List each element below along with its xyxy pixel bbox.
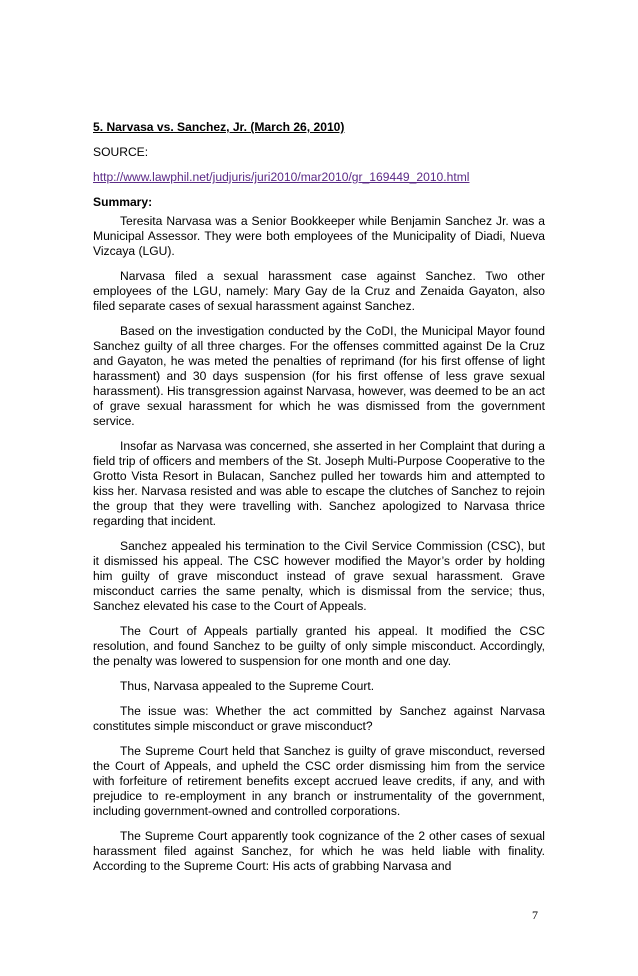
paragraph-incident: Insofar as Narvasa was concerned, she asserted in her Complaint that during a field trip of officers and members of the St. Joseph Multi-Purpose Cooperative to the Grotto Vista Resort in Bulacan, Sanchez pulled her towards him and attempted to kiss her. Narvasa resisted and was able to escape the clutches of Sanchez to rejoin the group that they were travelling with. Sanchez apologized to Narvasa thrice regarding that incident. [93,439,545,528]
page-number: 7 [532,908,538,922]
paragraph-ruling: The Supreme Court held that Sanchez is guilty of grave misconduct, reversed the Court of Appeals, and upheld the CSC order dismissing him from the service with forfeiture of retirement benefits except accrued leave credits, if any, and with prejudice to re-employment in any branch or instrumentality of the government, including government-owned and controlled corporations. [93,744,545,818]
paragraph-investigation: Based on the investigation conducted by the CoDI, the Municipal Mayor found Sanchez guilty of all three charges. For the offenses committed against De la Cruz and Gayaton, he was meted the penalties of reprimand (for his first offense of light harassment) and 30 days suspension (for his first offense of less grave sexual harassment). His transgression against Narvasa, however, was deemed to be an act of grave sexual harassment for which he was dismissed from the government service. [93,324,545,428]
document-body [93,120,545,884]
source-label: SOURCE: [93,145,149,159]
summary-label: Summary: [93,195,153,209]
paragraph-other-cases: The Supreme Court apparently took cognizance of the 2 other cases of sexual harassment filed against Sanchez, for which he was held liable with finality. According to the Supreme Court: His acts of grabbing Narvasa and [93,829,545,873]
source-link[interactable]: http://www.lawphil.net/judjuris/juri2010/mar2010/gr_169449_2010.html [93,170,470,184]
paragraph-parties: Teresita Narvasa was a Senior Bookkeeper while Benjamin Sanchez Jr. was a Municipal Assessor. They were both employees of the Municipality of Diadi, Nueva Vizcaya (LGU). [93,214,545,258]
paragraph-complaints: Narvasa filed a sexual harassment case against Sanchez. Two other employees of the LGU, namely: Mary Gay de la Cruz and Zenaida Gayaton, also filed separate cases of sexual harassment against Sanchez. [93,269,545,313]
paragraph-supreme-court-appeal: Thus, Narvasa appealed to the Supreme Court. [120,679,375,693]
paragraph-court-of-appeals: The Court of Appeals partially granted his appeal. It modified the CSC resolution, and found Sanchez to be guilty of only simple misconduct. Accordingly, the penalty was lowered to suspension for one month and one day. [93,624,545,668]
case-heading: 5. Narvasa vs. Sanchez, Jr. (March 26, 2010) [93,120,345,134]
paragraph-issue: The issue was: Whether the act committed by Sanchez against Narvasa constitutes simple misconduct or grave misconduct? [93,704,545,733]
paragraph-csc-appeal: Sanchez appealed his termination to the Civil Service Commission (CSC), but it dismissed his appeal. The CSC however modified the Mayor’s order by holding him guilty of grave misconduct instead of grave sexual harassment. Grave misconduct carries the same penalty, which is dismissal from the service; thus, Sanchez elevated his case to the Court of Appeals. [93,539,545,613]
